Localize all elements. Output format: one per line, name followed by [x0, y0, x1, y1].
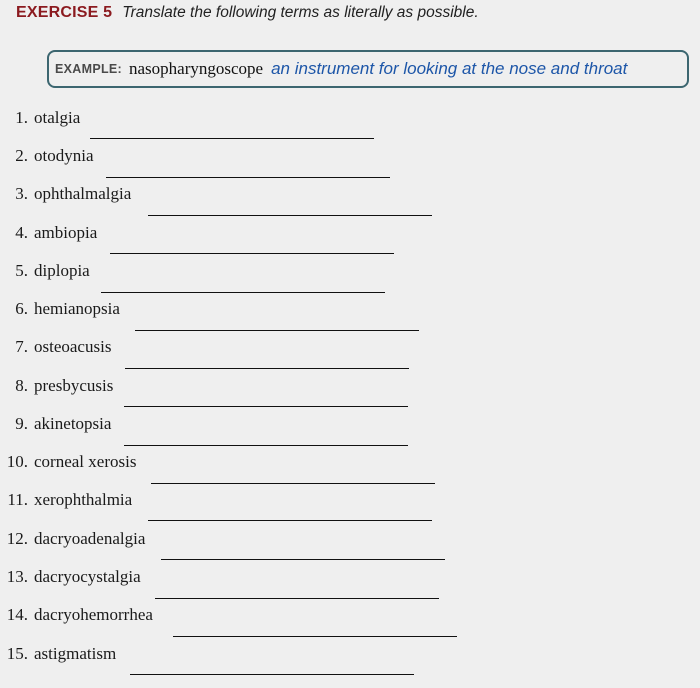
item-term: dacryohemorrhea	[34, 605, 153, 624]
item-number: 1.	[15, 108, 28, 127]
item-number: 11.	[7, 490, 28, 509]
exercise-item	[0, 644, 700, 684]
answer-blank[interactable]	[90, 118, 374, 139]
item-term: astigmatism	[34, 644, 117, 663]
item-term: ophthalmalgia	[34, 184, 132, 203]
item-number: 4.	[15, 223, 28, 242]
exercise-instruction: Translate the following terms as literally as possible.	[122, 4, 479, 21]
exercise-item	[0, 146, 700, 186]
answer-blank[interactable]	[135, 310, 419, 331]
item-number: 15.	[6, 644, 28, 663]
example-tag: EXAMPLE:	[55, 62, 122, 76]
example-term: nasopharyngoscope	[129, 59, 264, 78]
answer-blank[interactable]	[161, 539, 445, 560]
answer-blank[interactable]	[124, 425, 408, 446]
exercise-item	[0, 567, 700, 607]
example-answer: an instrument for looking at the nose and throat	[271, 59, 628, 78]
answer-blank[interactable]	[148, 500, 432, 521]
exercise-item	[0, 299, 700, 339]
exercise-item	[0, 529, 700, 569]
item-term: otalgia	[34, 108, 81, 127]
item-number: 7.	[15, 337, 28, 356]
answer-blank[interactable]	[101, 272, 385, 293]
answer-blank[interactable]	[125, 348, 409, 369]
item-number: 13.	[6, 567, 28, 586]
answer-blank[interactable]	[148, 195, 432, 216]
answer-blank[interactable]	[155, 578, 439, 599]
exercise-item	[0, 184, 700, 224]
item-number: 10.	[6, 452, 28, 471]
exercise-item	[0, 414, 700, 454]
exercise-item	[0, 337, 700, 377]
exercise-label: EXERCISE 5	[16, 4, 113, 21]
answer-blank[interactable]	[124, 386, 408, 407]
item-number: 5.	[15, 261, 28, 280]
item-number: 3.	[15, 184, 28, 203]
exercise-item	[0, 452, 700, 492]
item-number: 12.	[6, 529, 28, 548]
exercise-item	[0, 261, 700, 301]
item-number: 2.	[15, 146, 28, 165]
item-term: hemianopsia	[34, 299, 120, 318]
item-term: ambiopia	[34, 223, 98, 242]
answer-blank[interactable]	[130, 654, 414, 675]
item-number: 9.	[15, 414, 28, 433]
item-term: akinetopsia	[34, 414, 112, 433]
exercise-item	[0, 490, 700, 530]
item-term: xerophthalmia	[34, 490, 133, 509]
item-term: diplopia	[34, 261, 90, 280]
answer-blank[interactable]	[173, 616, 457, 637]
exercise-item	[0, 605, 700, 645]
item-term: dacryoadenalgia	[34, 529, 146, 548]
item-term: dacryocystalgia	[34, 567, 141, 586]
item-term: corneal xerosis	[34, 452, 137, 471]
item-number: 6.	[15, 299, 28, 318]
answer-blank[interactable]	[151, 463, 435, 484]
example-box	[47, 50, 689, 88]
item-number: 14.	[6, 605, 28, 624]
item-term: presbycusis	[34, 376, 114, 395]
exercise-item	[0, 376, 700, 416]
exercise-item	[0, 223, 700, 263]
exercise-item	[0, 108, 700, 148]
item-term: otodynia	[34, 146, 94, 165]
item-number: 8.	[15, 376, 28, 395]
exercise-header	[16, 4, 479, 24]
answer-blank[interactable]	[106, 157, 390, 178]
answer-blank[interactable]	[110, 233, 394, 254]
item-term: osteoacusis	[34, 337, 112, 356]
